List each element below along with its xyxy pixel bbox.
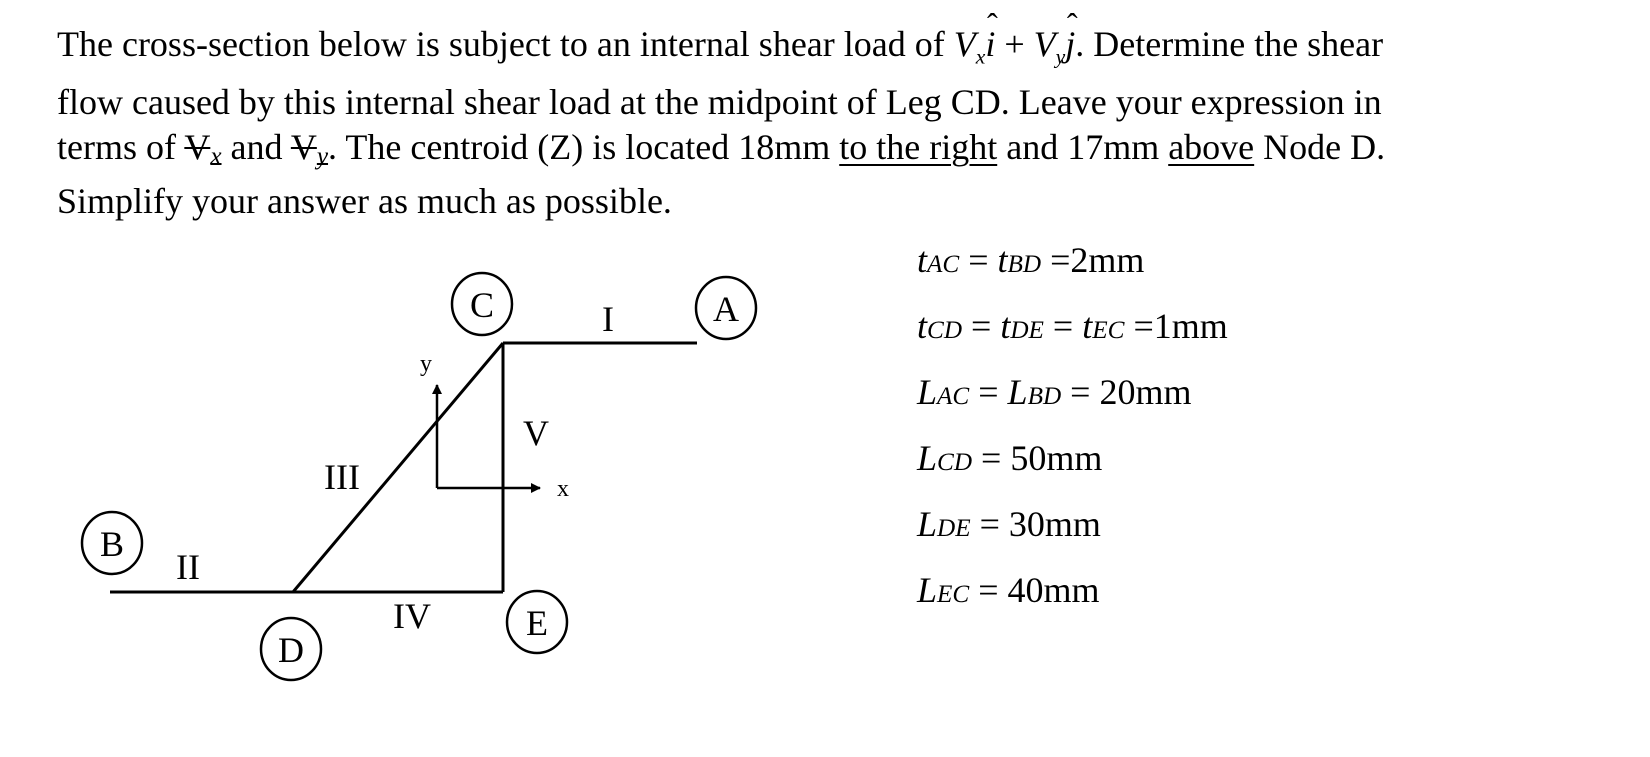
shear-y-subscript: y: [1055, 44, 1066, 69]
vx-v: V: [184, 126, 211, 167]
value: 50mm: [1010, 438, 1103, 478]
section-properties: [917, 240, 1228, 636]
subscript: DE: [1010, 317, 1044, 344]
leg-label-i: I: [602, 299, 614, 339]
problem-line-2: flow caused by this internal shear load at the midpoint of Leg CD. Leave your expression in: [57, 81, 1382, 122]
symbol: t: [1000, 306, 1011, 346]
node-a-label: A: [713, 289, 739, 329]
shear-v-symbol: V: [1033, 24, 1056, 64]
property-thickness-ac-bd: [917, 240, 1228, 306]
problem-text: terms of: [57, 126, 185, 167]
subscript: EC: [1092, 317, 1125, 344]
equals: =: [972, 438, 1011, 478]
symbol: t: [1082, 306, 1093, 346]
equals: =: [1124, 306, 1154, 346]
problem-text: . The centroid (Z) is located 18mm: [328, 126, 840, 167]
node-d-label: D: [278, 630, 304, 670]
vy-v: V: [290, 126, 317, 167]
property-thickness-cd-de-ec: [917, 306, 1228, 372]
subscript: DE: [937, 515, 971, 542]
problem-text: The cross-section below is subject to an internal shear load of: [57, 24, 954, 64]
problem-line-4: Simplify your answer as much as possible.: [57, 180, 672, 221]
node-b-label: B: [99, 524, 125, 564]
node-b: [82, 512, 142, 574]
value: 2mm: [1070, 240, 1145, 280]
symbol: t: [917, 306, 928, 346]
node-d: [261, 618, 321, 680]
problem-text: Node D.: [1254, 126, 1386, 167]
equals: =: [969, 372, 1008, 412]
node-c: [452, 273, 512, 335]
leg-label-ii: II: [176, 547, 200, 587]
underlined-text: above: [1168, 126, 1255, 167]
symbol: L: [917, 504, 938, 544]
symbol: L: [917, 570, 938, 610]
unit-vector-j: ˆ j: [1065, 22, 1075, 67]
leg-label-iv: IV: [393, 596, 431, 636]
problem-text: . Determine the shear: [1075, 24, 1384, 64]
value: 20mm: [1099, 372, 1192, 412]
shear-v-symbol: V: [953, 24, 976, 64]
y-axis-label: y: [420, 351, 432, 377]
node-a: [696, 277, 756, 339]
equals: =: [959, 240, 998, 280]
property-length-ec: [917, 570, 1228, 636]
vx-sub: x: [210, 142, 222, 170]
subscript: BD: [1027, 383, 1062, 410]
equals: =: [970, 504, 1009, 544]
node-e: [507, 591, 567, 653]
subscript: BD: [1007, 251, 1042, 278]
property-length-de: [917, 504, 1228, 570]
vy-sub: y: [316, 142, 329, 170]
symbol: t: [997, 240, 1008, 280]
property-length-cd: [917, 438, 1228, 504]
symbol: L: [917, 372, 938, 412]
leg-label-iii: III: [324, 457, 360, 497]
property-length-ac-bd: [917, 372, 1228, 438]
equals: =: [1043, 306, 1083, 346]
value: 1mm: [1153, 306, 1228, 346]
problem-text: and 17mm: [997, 126, 1169, 167]
leg-label-v: V: [523, 413, 549, 453]
underlined-text: to the right: [839, 126, 998, 167]
x-axis-label: x: [557, 476, 569, 502]
equals: =: [1041, 240, 1071, 280]
subscript: AC: [937, 383, 970, 410]
subscript: EC: [937, 581, 970, 608]
equals: =: [969, 570, 1008, 610]
equals: =: [962, 306, 1001, 346]
symbol: t: [917, 240, 928, 280]
subscript: CD: [937, 449, 973, 476]
node-c-label: C: [469, 285, 495, 325]
unit-vector-i: ˆ i: [985, 22, 995, 67]
symbol: L: [1007, 372, 1028, 412]
problem-text: and: [221, 126, 291, 167]
plus-sign: +: [995, 24, 1034, 64]
subscript: AC: [927, 251, 960, 278]
equals: =: [1061, 372, 1100, 412]
value: 40mm: [1007, 570, 1100, 610]
node-e-label: E: [526, 603, 548, 643]
shear-x-subscript: x: [975, 44, 986, 69]
value: 30mm: [1008, 504, 1101, 544]
symbol: L: [917, 438, 938, 478]
subscript: CD: [927, 317, 963, 344]
